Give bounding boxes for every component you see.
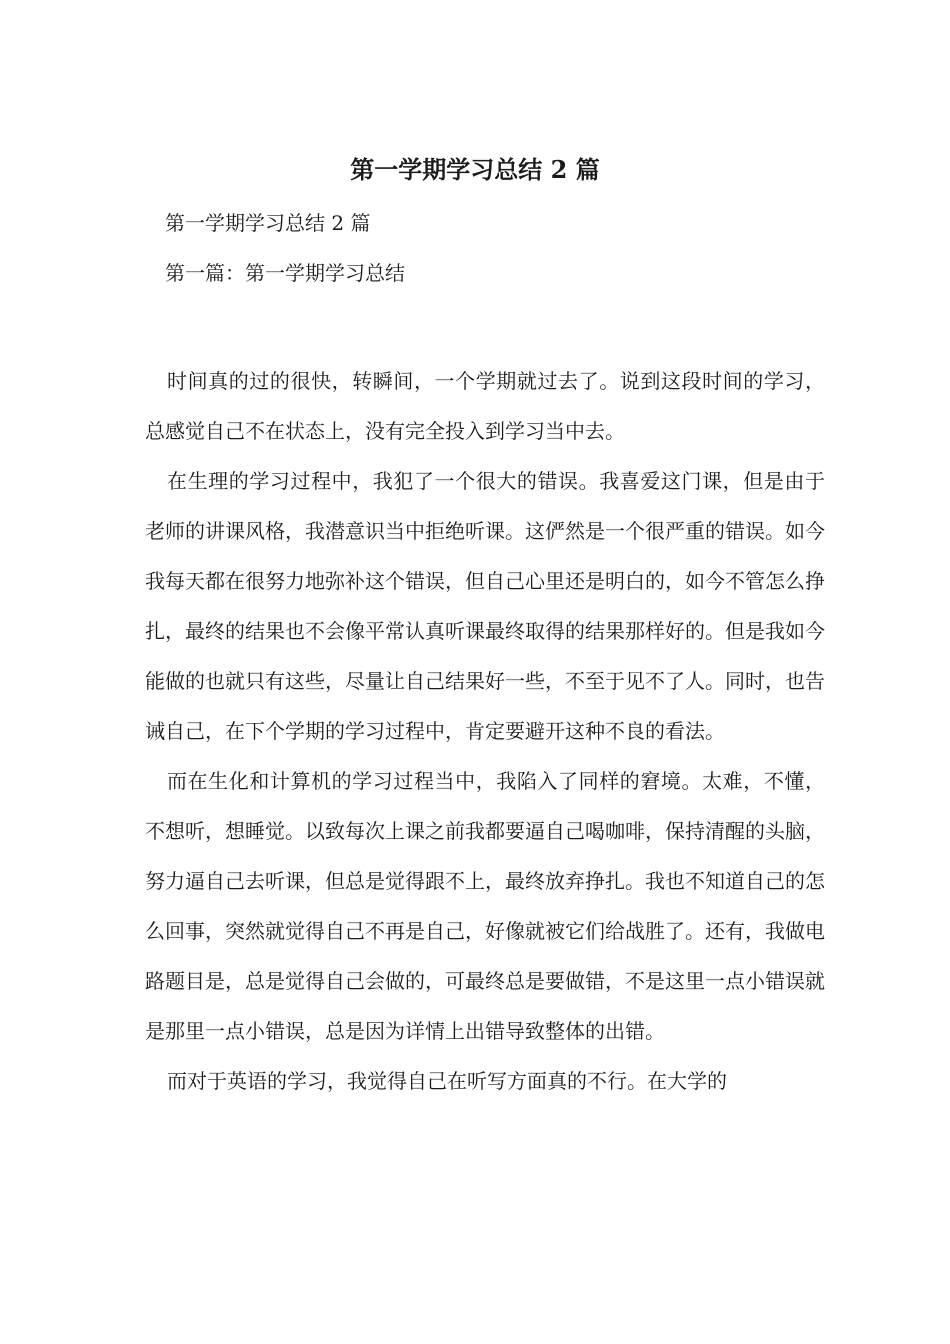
document-subtitle: 第一学期学习总结 2 篇 <box>165 211 371 235</box>
section-heading: 第一篇：第一学期学习总结 <box>165 261 405 285</box>
paragraph: 在生理的学习过程中，我犯了一个很大的错误。我喜爱这门课，但是由于老师的讲课风格，我潜意识当中拒绝听课。这俨然是一个很严重的错误。如今我每天都在很努力地弥补这个错误，但自己心里还是明白的，如今不管怎么挣扎，最终的结果也不会像平常认真听课最终取得的结果那样好的。但是我如今能做的也就只有这些，尽量让自己结果好一些，不至于见不了人。同时，也告诫自己，在下个学期的学习过程中，肯定要避开这种不良的看法。 <box>145 469 825 743</box>
document-title: 第一学期学习总结 2 篇 <box>350 155 600 184</box>
paragraph: 时间真的过的很快，转瞬间，一个学期就过去了。说到这段时间的学习，总感觉自己不在状态上，没有完全投入到学习当中去。 <box>145 369 825 443</box>
paragraph: 而对于英语的学习，我觉得自己在听写方面真的不行。在大学的 <box>167 1069 727 1093</box>
body-text <box>145 356 825 1106</box>
paragraph: 而在生化和计算机的学习过程当中，我陷入了同样的窘境。太难，不懂，不想听，想睡觉。以致每次上课之前我都要逼自己喝咖啡，保持清醒的头脑，努力逼自己去听课，但总是觉得跟不上，最终放弃挣扎。我也不知道自己的怎么回事，突然就觉得自己不再是自己，好像就被它们给战胜了。还有，我做电路题目是，总是觉得自己会做的，可最终总是要做错，不是这里一点小错误就是那里一点小错误，总是因为详情上出错导致整体的出错。 <box>145 769 825 1043</box>
